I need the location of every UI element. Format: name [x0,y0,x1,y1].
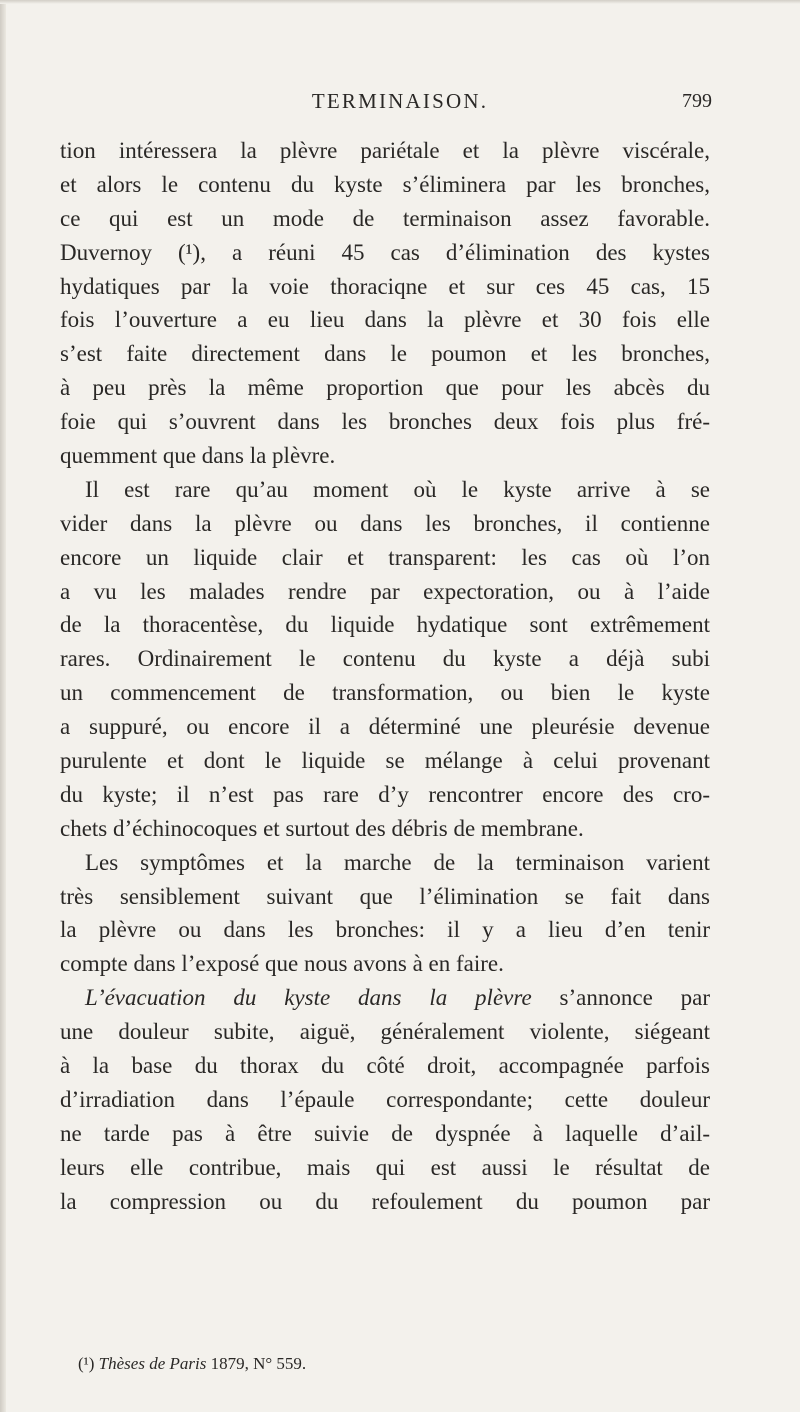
text-line: tion intéressera la plèvre pariétale et la plèvre viscérale, [60,138,710,163]
text-line: d’irradiation dans l’épaule correspondante; cette douleur [60,1086,710,1112]
page-number: 799 [682,90,712,112]
text-line: et alors le contenu du kyste s’éliminera par les bronches, [60,171,710,197]
body-text [60,134,710,1219]
text-line: la plèvre ou dans les bronches: il y a lieu d’en tenir [60,917,710,943]
page-left-edge [0,0,6,1412]
text-line: leurs elle contribue, mais qui est aussi le résultat de [60,1154,710,1180]
text-line: ce qui est un mode de terminaison assez favorable. [60,205,710,231]
text-line: Duvernoy (¹), a réuni 45 cas d’élimination des kystes [60,239,710,265]
running-head [0,86,800,116]
text-line: de la thoracentèse, du liquide hydatique sont extrêmement [60,612,710,638]
text-line: chets d’échinocoques et surtout des débris de membrane. [60,815,584,841]
running-title: TERMINAISON. [311,89,489,113]
text-line: un commencement de transformation, ou bien le kyste [60,680,710,706]
line-continuation: s’annonce par [559,985,711,1011]
text-line: purulente et dont le liquide se mélange à celui provenant [60,748,710,774]
text-line-with-italic [60,981,710,1015]
text-line: encore un liquide clair et transparent: les cas où l’on [60,544,710,570]
footnote-marker: (¹) [78,1354,95,1373]
text-line: a suppuré, ou encore il a déterminé une pleurésie devenue [60,714,710,740]
text-line: hydatiques par la voie thoraciqne et sur ces 45 cas, 15 [60,273,710,299]
text-line: fois l’ouverture a eu lieu dans la plèvre et 30 fois elle [60,307,710,333]
text-line: s’est faite directement dans le poumon et les bronches, [60,341,710,367]
text-line: ne tarde pas à être suivie de dyspnée à laquelle d’ail- [60,1120,710,1146]
text-line: quemment que dans la plèvre. [60,443,336,469]
text-line: très sensiblement suivant que l’élimination se fait dans [60,883,710,909]
text-line: Il est rare qu’au moment où le kyste arrive à se [85,476,710,502]
text-line: à peu près la même proportion que pour les abcès du [60,375,710,401]
text-line: vider dans la plèvre ou dans les bronches, il contienne [60,510,710,536]
text-line: la compression ou du refoulement du poumon par [60,1188,710,1214]
text-line: rares. Ordinairement le contenu du kyste a déjà subi [60,646,710,672]
page-top-edge [0,0,800,4]
text-line: Les symptômes et la marche de la terminaison varient [85,849,710,875]
text-line: foie qui s’ouvrent dans les bronches deux fois plus fré- [60,409,710,435]
text-line: du kyste; il n’est pas rare d’y rencontrer encore des cro- [60,781,710,807]
text-line: à la base du thorax du côté droit, accompagnée parfois [60,1053,710,1079]
italic-lead: L’évacuation du kyste dans la plèvre [85,985,532,1011]
footnote-title: Thèses de Paris [98,1354,207,1373]
text-line: une douleur subite, aiguë, généralement violente, siégeant [60,1019,710,1045]
footnote [78,1352,718,1376]
footnote-details: 1879, N° 559. [206,1354,307,1373]
text-line: a vu les malades rendre par expectoration, ou à l’aide [60,578,710,604]
text-line: compte dans l’exposé que nous avons à en faire. [60,951,504,977]
